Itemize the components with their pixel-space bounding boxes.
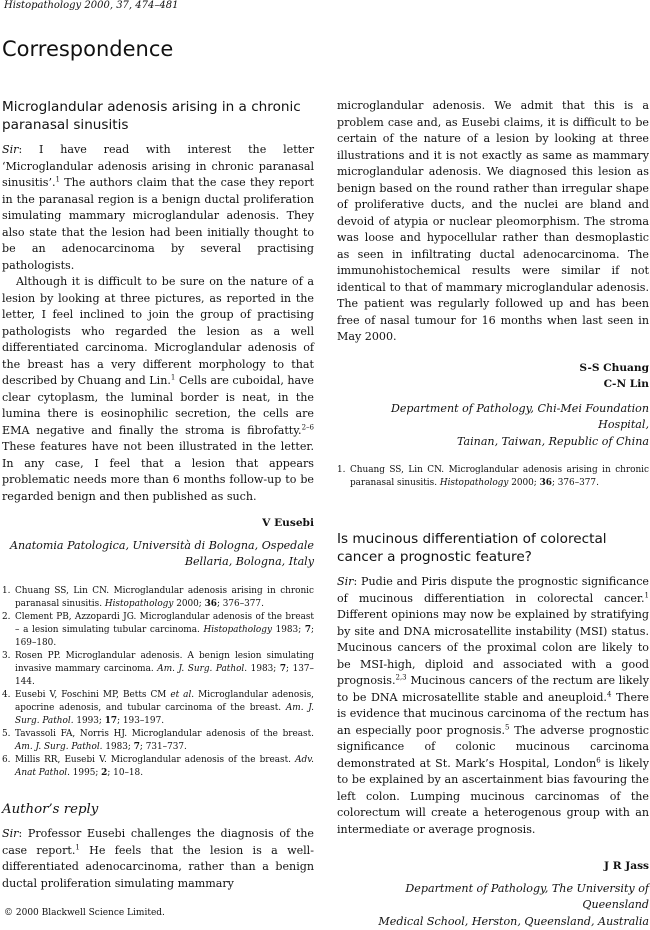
letter1-title: Microglandular adenosis arising in a chronic paranasal sinusitis xyxy=(2,98,314,134)
reply-affiliation: Department of Pathology, Chi-Mei Foundation Hospital, Tainan, Taiwan, Republic of China xyxy=(337,401,649,451)
letter2-affiliation: Department of Pathology, The University of Queensland Medical School, Herston, Queensland, Australia xyxy=(337,881,649,930)
letter1-para2: Although it is difficult to be sure on the nature of a lesion by looking at three pictures, as reported in the letter, I feel inclined to join the group of practising pathologists who regarded the lesion as a well differentiated carcinoma. Microglandular adenosis of the breast has a very different morphology to that described by Chuang and Lin.$^1$ Cells are cuboidal, have clear cytoplasm, the luminal border is neat, in the lumina there is eosinophilic secretion, the cells are EMA negative and finally the stroma is fibrofatty.$^{2-6}$ These features have not been illustrated in the letter. In any case, I feel that a lesion that appears problematic needs more than 6 months follow-up to be regarded benign and then published as such. xyxy=(2,274,314,505)
reference-item: 4. Eusebi V, Foschini MP, Betts CM et al. Microglandular adenosis, apocrine adenosis, and tubular carcinoma of the breast. Am. J. Surg. Pathol. 1993; 17; 193–197. xyxy=(2,689,314,728)
right-column xyxy=(337,98,649,930)
reference-item: 1. Chuang SS, Lin CN. Microglandular adenosis arising in chronic paranasal sinusitis. Histopathology 2000; 36; 376–377. xyxy=(337,464,649,490)
letter1-para1: Sir: I have read with interest the letter ‘Microglandular adenosis arising in chronic paranasal sinusitis’.$^1$ The authors claim that the case they report in the paranasal region is a benign ductal proliferation simulating mammary microglandular adenosis. They also state that the lesion had been initially thought to be an adenocarcinoma by several practising pathologists. xyxy=(2,142,314,274)
copyright: © 2000 Blackwell Science Limited. xyxy=(4,908,165,918)
reply-references xyxy=(337,464,649,490)
reply-author2: C-N Lin xyxy=(337,376,649,393)
reply-continuation xyxy=(337,98,649,346)
reference-item: 3. Rosen PP. Microglandular adenosis. A benign lesion simulating invasive mammary carcinoma. Am. J. Surg. Pathol. 1983; 7; 137–144. xyxy=(2,650,314,689)
reference-item: 5. Tavassoli FA, Norris HJ. Microglandular adenosis of the breast. Am. J. Surg. Pathol. 1983; 7; 731–737. xyxy=(2,728,314,754)
letter1-author: V Eusebi xyxy=(2,515,314,532)
reference-item: 6. Millis RR, Eusebi V. Microglandular adenosis of the breast. Adv. Anat Pathol. 1995; 2; 10–18. xyxy=(2,754,314,780)
reply-para1-continued: microglandular adenosis. We admit that this is a problem case and, as Eusebi claims, it is difficult to be certain of the nature of a lesion by looking at three illustrations and it is not exactly as same as mammary microglandular adenosis. We diagnosed this lesion as benign based on the round rather than irregular shape of proliferative ducts, and the nuclei are bland and devoid of atypia or nuclear pleomorphism. The stroma was loose and hypocellular rather than desmoplastic as seen in infiltrating ductal adenocarcinoma. The immunohistochemical results were similar if not identical to that of mammary microglandular adenosis. The patient was regularly followed up and has been free of nasal tumour for 16 months when last seen in May 2000. xyxy=(337,98,649,346)
letter2-para1: Sir: Pudie and Piris dispute the prognostic significance of mucinous differentiation in colorectal cancer.$^1$ Different opinions may now be explained by stratifying by site and DNA microsatellite instability (MSI) status. Mucinous cancers of the proximal colon are likely to be MSI-high, diploid and associated with a good prognosis.$^{2,3}$ Mucinous cancers of the rectum are likely to be DNA microsatellite stable and aneuploid.$^4$ There is evidence that mucinous carcinoma of the rectum has an especially poor prognosis.$^5$ The adverse prognostic significance of colonic mucinous carcinoma demonstrated at St. Mark’s Hospital, London$^6$ is likely to be explained by an ascertainment bias favouring the left colon. Lumping mucinous carcinomas of the colorectum will create a heterogenous group with an intermediate or average prognosis. xyxy=(337,574,649,838)
letter1-references xyxy=(2,585,314,780)
reference-item: 2. Clement PB, Azzopardi JG. Microglandular adenosis of the breast – a lesion simulating tubular carcinoma. Histopathology 1983; 7; 169–180. xyxy=(2,611,314,650)
reply-para1: Sir: Professor Eusebi challenges the diagnosis of the case report.$^1$ He feels that the lesion is a well-differentiated adenocarcinoma, rather than a benign ductal proliferation simulating mammary xyxy=(2,826,314,892)
running-head: Histopathology 2000, 37, 474–481 xyxy=(4,0,178,11)
letter2-title: Is mucinous differentiation of colorectal cancer a prognostic feature? xyxy=(337,530,649,566)
section-title: Correspondence xyxy=(2,37,173,61)
reply-heading: Author’s reply xyxy=(2,802,314,819)
reference-item: 1. Chuang SS, Lin CN. Microglandular adenosis arising in chronic paranasal sinusitis. Histopathology 2000; 36; 376–377. xyxy=(2,585,314,611)
letter1-affiliation: Anatomia Patologica, Università di Bologna, Ospedale Bellaria, Bologna, Italy xyxy=(2,538,314,571)
left-column xyxy=(2,98,314,892)
reply-author1: S-S Chuang xyxy=(337,360,649,377)
letter2-author: J R Jass xyxy=(337,858,649,875)
